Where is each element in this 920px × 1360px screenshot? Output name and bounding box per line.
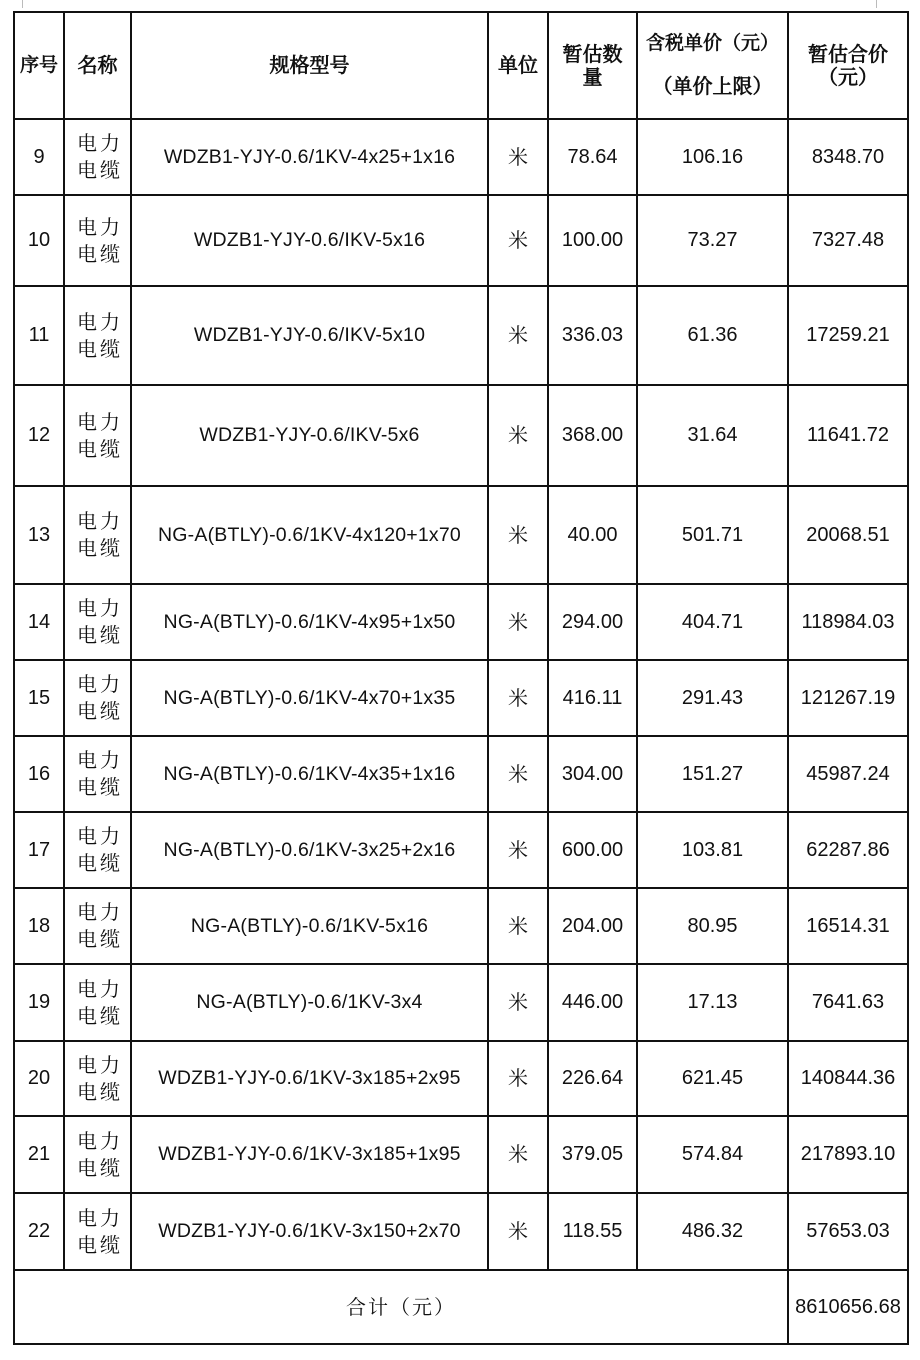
row-unit: 米 <box>488 584 548 660</box>
row-qty: 78.64 <box>548 119 637 195</box>
row-unit: 米 <box>488 660 548 736</box>
row-price: 291.43 <box>637 660 788 736</box>
row-total: 7327.48 <box>788 195 908 286</box>
row-qty: 416.11 <box>548 660 637 736</box>
header-total-line2: （元） <box>818 64 878 89</box>
row-price: 103.81 <box>637 812 788 888</box>
row-price: 574.84 <box>637 1116 788 1193</box>
row-price: 621.45 <box>637 1041 788 1116</box>
row-seq: 16 <box>14 736 64 812</box>
header-price-line1: 含税单价（元） <box>645 32 779 55</box>
row-unit: 米 <box>488 736 548 812</box>
row-total: 57653.03 <box>788 1193 908 1270</box>
row-seq: 11 <box>14 286 64 385</box>
table-row <box>14 286 908 385</box>
row-qty: 226.64 <box>548 1041 637 1116</box>
row-name: 电力电缆 <box>64 1041 131 1116</box>
row-qty: 304.00 <box>548 736 637 812</box>
header-total <box>788 12 908 119</box>
header-spec: 规格型号 <box>131 12 488 119</box>
row-unit: 米 <box>488 1041 548 1116</box>
row-name: 电力电缆 <box>64 195 131 286</box>
page-corner-mark-left <box>22 0 23 8</box>
row-price: 106.16 <box>637 119 788 195</box>
row-spec: WDZB1-YJY-0.6/IKV-5x10 <box>131 286 488 385</box>
row-unit: 米 <box>488 286 548 385</box>
row-qty: 100.00 <box>548 195 637 286</box>
table-row <box>14 888 908 964</box>
table-header-row <box>14 12 908 119</box>
row-name: 电力电缆 <box>64 1193 131 1270</box>
row-name: 电力电缆 <box>64 584 131 660</box>
row-total: 62287.86 <box>788 812 908 888</box>
row-spec: NG-A(BTLY)-0.6/1KV-3x4 <box>131 964 488 1041</box>
row-name: 电力电缆 <box>64 964 131 1041</box>
row-total: 17259.21 <box>788 286 908 385</box>
row-total: 217893.10 <box>788 1116 908 1193</box>
row-unit: 米 <box>488 1116 548 1193</box>
grand-total-value: 8610656.68 <box>788 1270 908 1344</box>
row-seq: 18 <box>14 888 64 964</box>
row-total: 20068.51 <box>788 486 908 584</box>
row-qty: 446.00 <box>548 964 637 1041</box>
row-name: 电力电缆 <box>64 660 131 736</box>
row-qty: 294.00 <box>548 584 637 660</box>
row-price: 501.71 <box>637 486 788 584</box>
row-unit: 米 <box>488 195 548 286</box>
row-seq: 13 <box>14 486 64 584</box>
row-spec: NG-A(BTLY)-0.6/1KV-4x95+1x50 <box>131 584 488 660</box>
row-total: 118984.03 <box>788 584 908 660</box>
row-total: 16514.31 <box>788 888 908 964</box>
row-name: 电力电缆 <box>64 385 131 486</box>
row-qty: 368.00 <box>548 385 637 486</box>
row-qty: 600.00 <box>548 812 637 888</box>
row-spec: NG-A(BTLY)-0.6/1KV-4x120+1x70 <box>131 486 488 584</box>
header-name: 名称 <box>64 12 131 119</box>
total-label: 合计（元） <box>14 1270 788 1344</box>
cable-price-table <box>13 11 909 1345</box>
row-qty: 118.55 <box>548 1193 637 1270</box>
row-seq: 14 <box>14 584 64 660</box>
row-name: 电力电缆 <box>64 812 131 888</box>
row-seq: 19 <box>14 964 64 1041</box>
table-row <box>14 1193 908 1270</box>
row-total: 140844.36 <box>788 1041 908 1116</box>
header-price <box>637 12 788 119</box>
row-qty: 336.03 <box>548 286 637 385</box>
row-seq: 20 <box>14 1041 64 1116</box>
row-total: 7641.63 <box>788 964 908 1041</box>
row-spec: WDZB1-YJY-0.6/IKV-5x6 <box>131 385 488 486</box>
row-seq: 10 <box>14 195 64 286</box>
row-price: 486.32 <box>637 1193 788 1270</box>
row-spec: NG-A(BTLY)-0.6/1KV-3x25+2x16 <box>131 812 488 888</box>
header-seq: 序号 <box>14 12 64 119</box>
row-spec: NG-A(BTLY)-0.6/1KV-4x70+1x35 <box>131 660 488 736</box>
header-unit: 单位 <box>488 12 548 119</box>
row-spec: WDZB1-YJY-0.6/1KV-4x25+1x16 <box>131 119 488 195</box>
row-spec: WDZB1-YJY-0.6/1KV-3x185+1x95 <box>131 1116 488 1193</box>
row-unit: 米 <box>488 964 548 1041</box>
table-row <box>14 486 908 584</box>
row-price: 404.71 <box>637 584 788 660</box>
row-seq: 12 <box>14 385 64 486</box>
row-name: 电力电缆 <box>64 736 131 812</box>
row-name: 电力电缆 <box>64 286 131 385</box>
table-row <box>14 119 908 195</box>
row-total: 11641.72 <box>788 385 908 486</box>
header-qty: 暂估数量 <box>548 12 637 119</box>
row-unit: 米 <box>488 486 548 584</box>
table-row <box>14 195 908 286</box>
row-unit: 米 <box>488 385 548 486</box>
row-spec: WDZB1-YJY-0.6/IKV-5x16 <box>131 195 488 286</box>
table-row <box>14 385 908 486</box>
row-unit: 米 <box>488 1193 548 1270</box>
row-seq: 15 <box>14 660 64 736</box>
row-name: 电力电缆 <box>64 119 131 195</box>
table-row <box>14 736 908 812</box>
row-seq: 22 <box>14 1193 64 1270</box>
row-unit: 米 <box>488 888 548 964</box>
row-price: 17.13 <box>637 964 788 1041</box>
row-name: 电力电缆 <box>64 1116 131 1193</box>
row-qty: 204.00 <box>548 888 637 964</box>
row-spec: NG-A(BTLY)-0.6/1KV-4x35+1x16 <box>131 736 488 812</box>
row-price: 151.27 <box>637 736 788 812</box>
table-row <box>14 660 908 736</box>
total-row <box>14 1270 908 1344</box>
table-row <box>14 584 908 660</box>
row-spec: WDZB1-YJY-0.6/1KV-3x185+2x95 <box>131 1041 488 1116</box>
row-price: 31.64 <box>637 385 788 486</box>
row-price: 61.36 <box>637 286 788 385</box>
row-qty: 379.05 <box>548 1116 637 1193</box>
row-unit: 米 <box>488 119 548 195</box>
row-total: 45987.24 <box>788 736 908 812</box>
row-price: 73.27 <box>637 195 788 286</box>
row-seq: 9 <box>14 119 64 195</box>
row-spec: NG-A(BTLY)-0.6/1KV-5x16 <box>131 888 488 964</box>
row-qty: 40.00 <box>548 486 637 584</box>
row-unit: 米 <box>488 812 548 888</box>
row-total: 121267.19 <box>788 660 908 736</box>
header-price-line2: （单价上限） <box>652 73 773 98</box>
row-price: 80.95 <box>637 888 788 964</box>
row-seq: 17 <box>14 812 64 888</box>
row-total: 8348.70 <box>788 119 908 195</box>
page-corner-mark-right <box>876 0 877 8</box>
row-spec: WDZB1-YJY-0.6/1KV-3x150+2x70 <box>131 1193 488 1270</box>
table-row <box>14 1041 908 1116</box>
table-row <box>14 1116 908 1193</box>
row-seq: 21 <box>14 1116 64 1193</box>
row-name: 电力电缆 <box>64 888 131 964</box>
row-name: 电力电缆 <box>64 486 131 584</box>
table-row <box>14 964 908 1041</box>
table-row <box>14 812 908 888</box>
header-total-line1: 暂估合价 <box>808 41 888 66</box>
